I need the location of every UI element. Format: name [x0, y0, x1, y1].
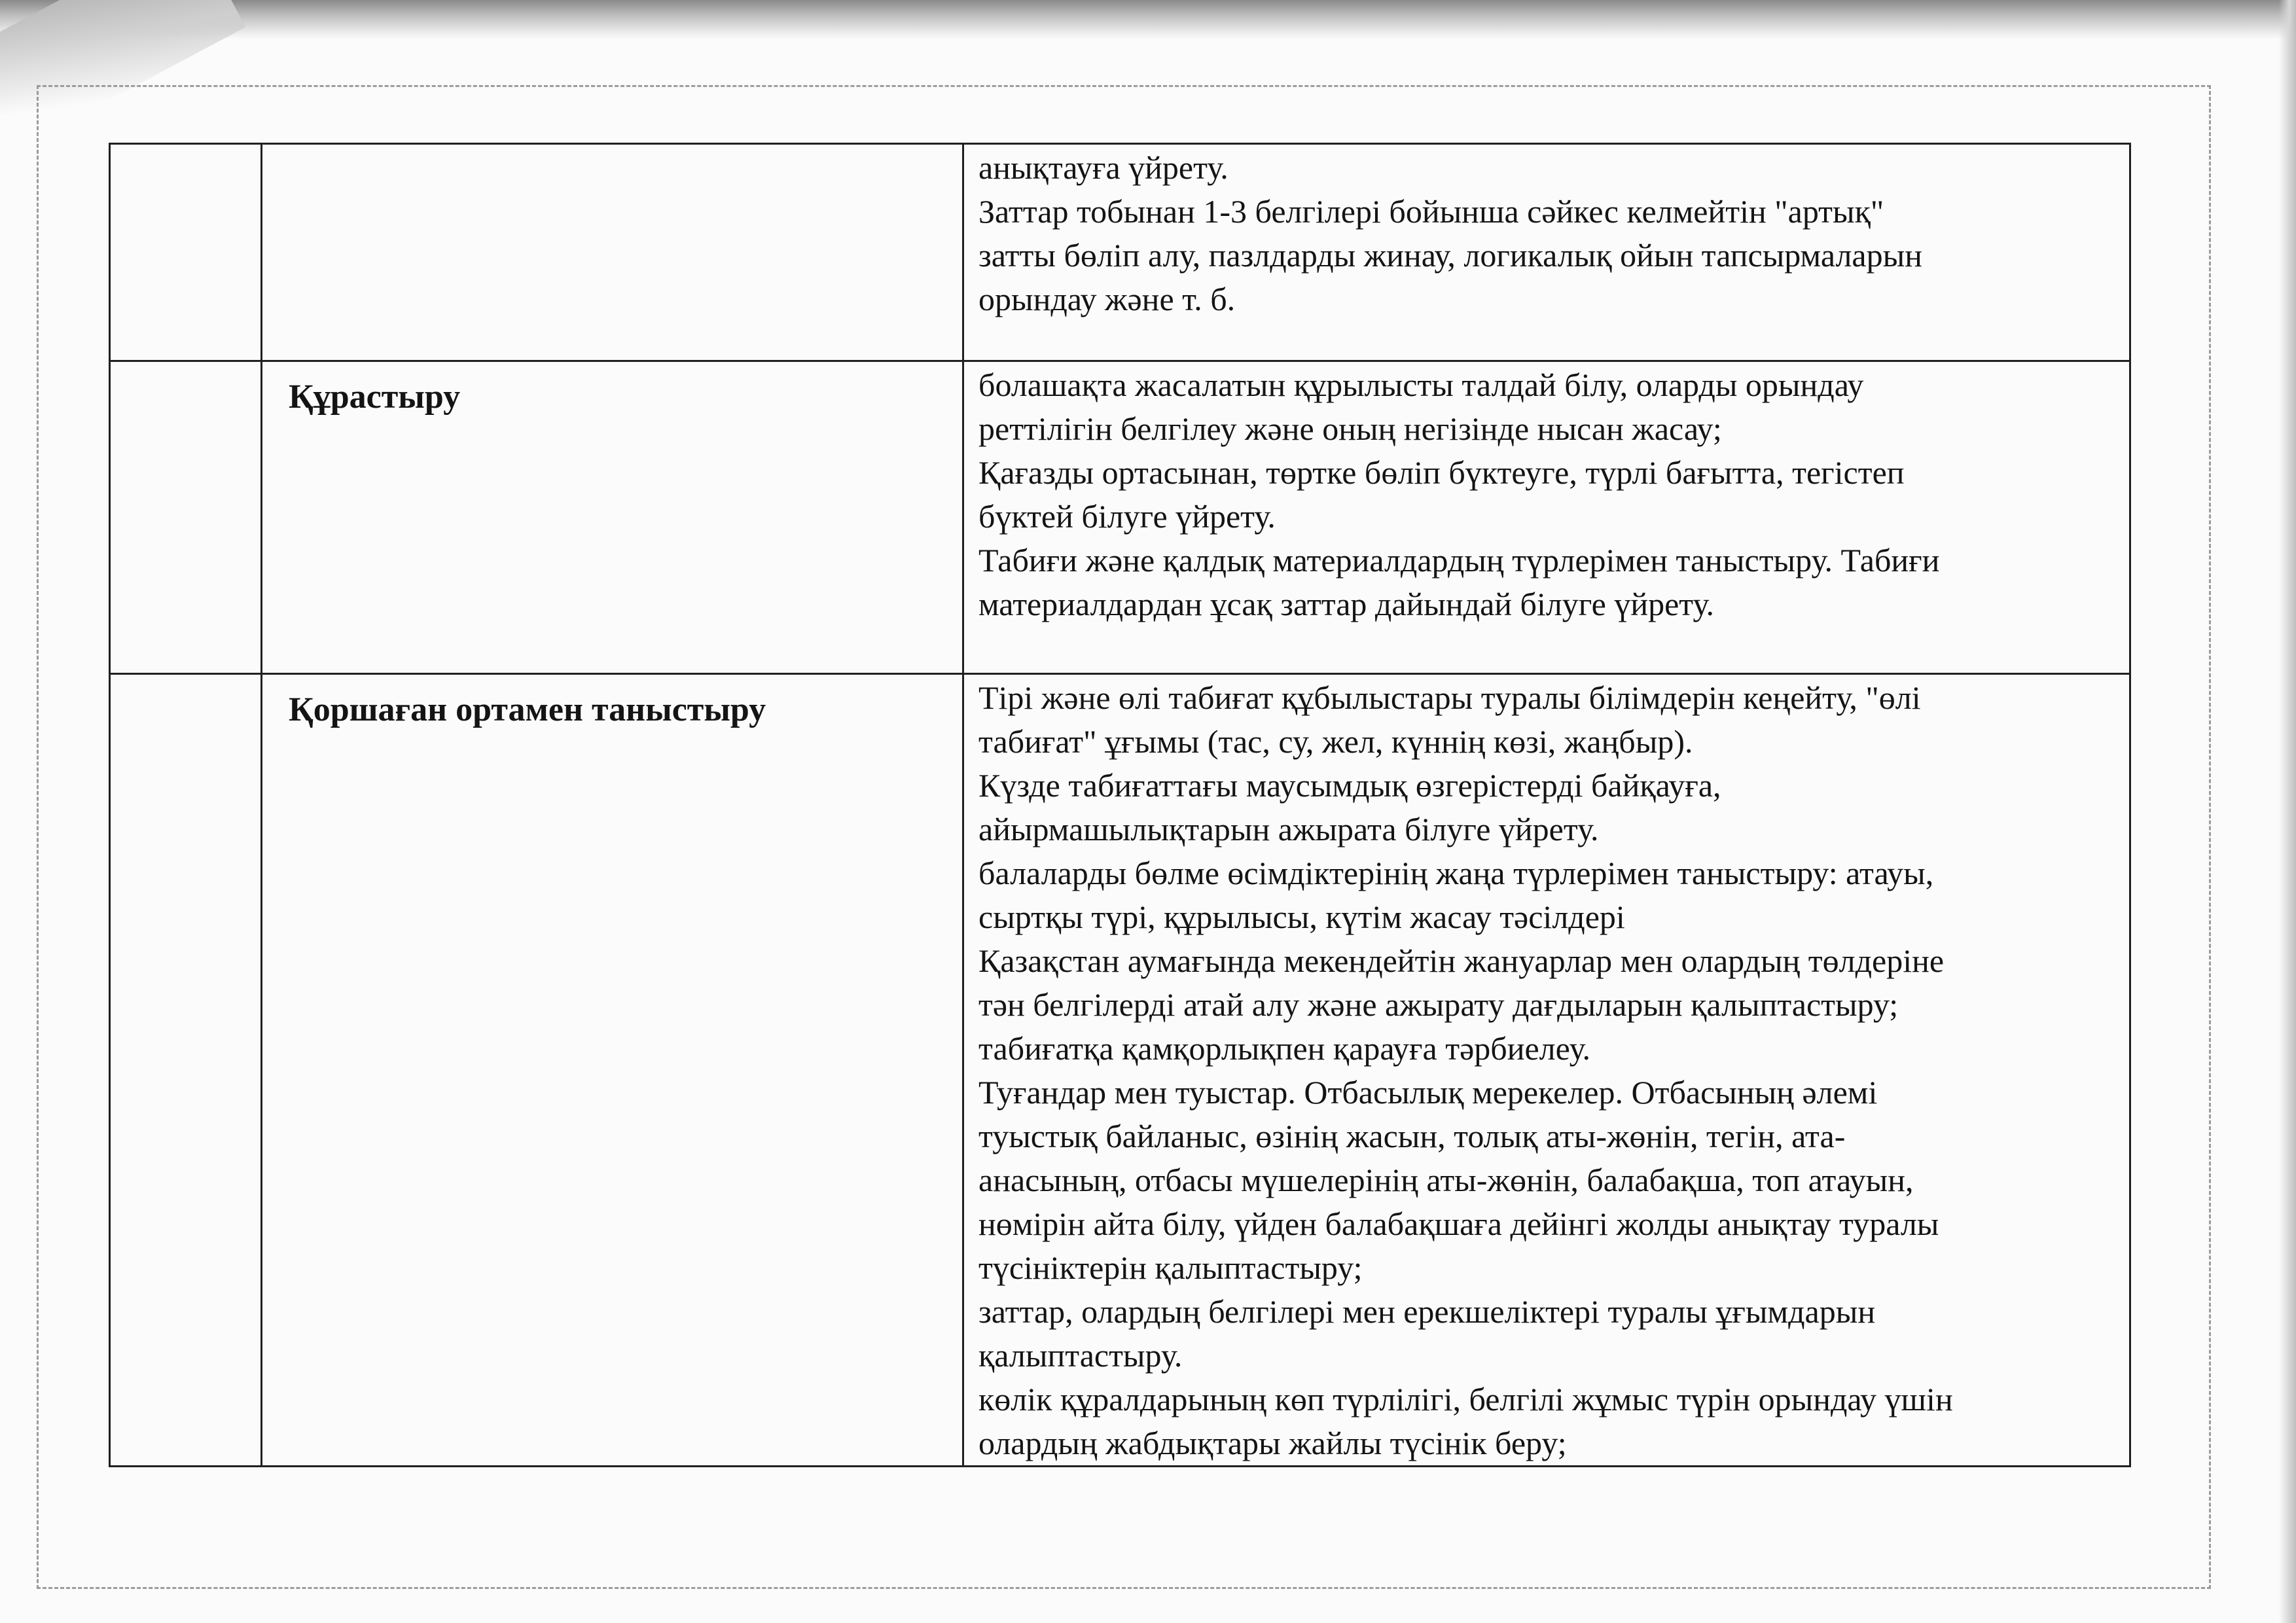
content-line: материалдардан ұсақ заттар дайындай білуге үйрету. — [978, 586, 1714, 622]
section-title-cell — [262, 674, 963, 1467]
section-title-cell — [262, 361, 963, 674]
content-line: анықтауға үйрету. — [978, 149, 1229, 186]
content-line: табиғатқа қамқорлықпен қарауға тәрбиелеу. — [978, 1030, 1591, 1067]
content-line: реттілігін белгілеу және оның негізінде нысан жасау; — [978, 410, 1722, 447]
section-title-cell — [262, 144, 963, 361]
content-line: олардың жабдықтары жайлы түсінік беру; — [978, 1425, 1567, 1461]
scan-shadow-top — [0, 0, 2296, 39]
empty-cell — [110, 674, 262, 1467]
content-line: түсініктерін қалыптастыру; — [978, 1249, 1363, 1286]
content-line: сыртқы түрі, құрылысы, күтім жасау тәсілдері — [978, 899, 1625, 935]
content-line: бүктей білуге үйрету. — [978, 498, 1276, 535]
content-cell — [963, 674, 2130, 1467]
section-title: Құрастыру — [289, 378, 461, 416]
empty-cell — [110, 144, 262, 361]
content-line: нөмірін айта білу, үйден балабақшаға дейінгі жолды анықтау туралы — [978, 1205, 1939, 1242]
content-line: көлік құралдарының көп түрлілігі, белгілі жұмыс түрін орындау үшін — [978, 1381, 1953, 1418]
content-line: анасының, отбасы мүшелерінің аты-жөнін, балабақша, топ атауын, — [978, 1162, 1914, 1198]
content-line: Тірі және өлі табиғат құбылыстары туралы білімдерін кеңейту, "өлі — [978, 679, 1921, 716]
content-line: Қазақстан аумағында мекендейтін жануарлар мен олардың төлдеріне — [978, 942, 1945, 979]
content-line: Табиғи және қалдық материалдардың түрлерімен таныстыру. Табиғи — [978, 542, 1940, 579]
table-row — [110, 144, 2130, 361]
content-cell — [963, 144, 2130, 361]
content-line: Заттар тобынан 1-3 белгілері бойынша сәйкес келмейтін "артық" — [978, 193, 1884, 230]
content-line: қалыптастыру. — [978, 1337, 1183, 1374]
scan-shadow-right — [2279, 0, 2296, 1623]
empty-cell — [110, 361, 262, 674]
content-line: болашақта жасалатын құрылысты талдай білу, оларды орындау — [978, 366, 1864, 403]
content-line: затты бөліп алу, пазлдарды жинау, логикалық ойын тапсырмаларын — [978, 237, 1922, 274]
content-line: заттар, олардың белгілері мен ерекшеліктері туралы ұғымдарын — [978, 1293, 1876, 1330]
content-line: орындау және т. б. — [978, 281, 1236, 317]
table-row — [110, 674, 2130, 1467]
content-line: туыстық байланыс, өзінің жасын, толық аты-жөнін, тегін, ата- — [978, 1118, 1846, 1154]
table-row — [110, 361, 2130, 674]
section-title: Қоршаған ортамен таныстыру — [289, 691, 766, 728]
content-cell — [963, 361, 2130, 674]
content-line: балаларды бөлме өсімдіктерінің жаңа түрлерімен таныстыру: атауы, — [978, 855, 1934, 891]
content-line: Қағазды ортасынан, төртке бөліп бүктеуге, түрлі бағытта, тегістеп — [978, 454, 1905, 491]
content-line: айырмашылықтарын ажырата білуге үйрету. — [978, 811, 1599, 847]
curriculum-table — [109, 143, 2131, 1467]
content-line: Туғандар мен туыстар. Отбасылық мерекелер. Отбасының әлемі — [978, 1074, 1878, 1111]
content-line: Күзде табиғаттағы маусымдық өзгерістерді байқауға, — [978, 767, 1721, 804]
content-line: табиғат" ұғымы (тас, су, жел, күннің көзі, жаңбыр). — [978, 723, 1693, 760]
content-line: тән белгілерді атай алу және ажырату дағдыларын қалыптастыру; — [978, 986, 1899, 1023]
